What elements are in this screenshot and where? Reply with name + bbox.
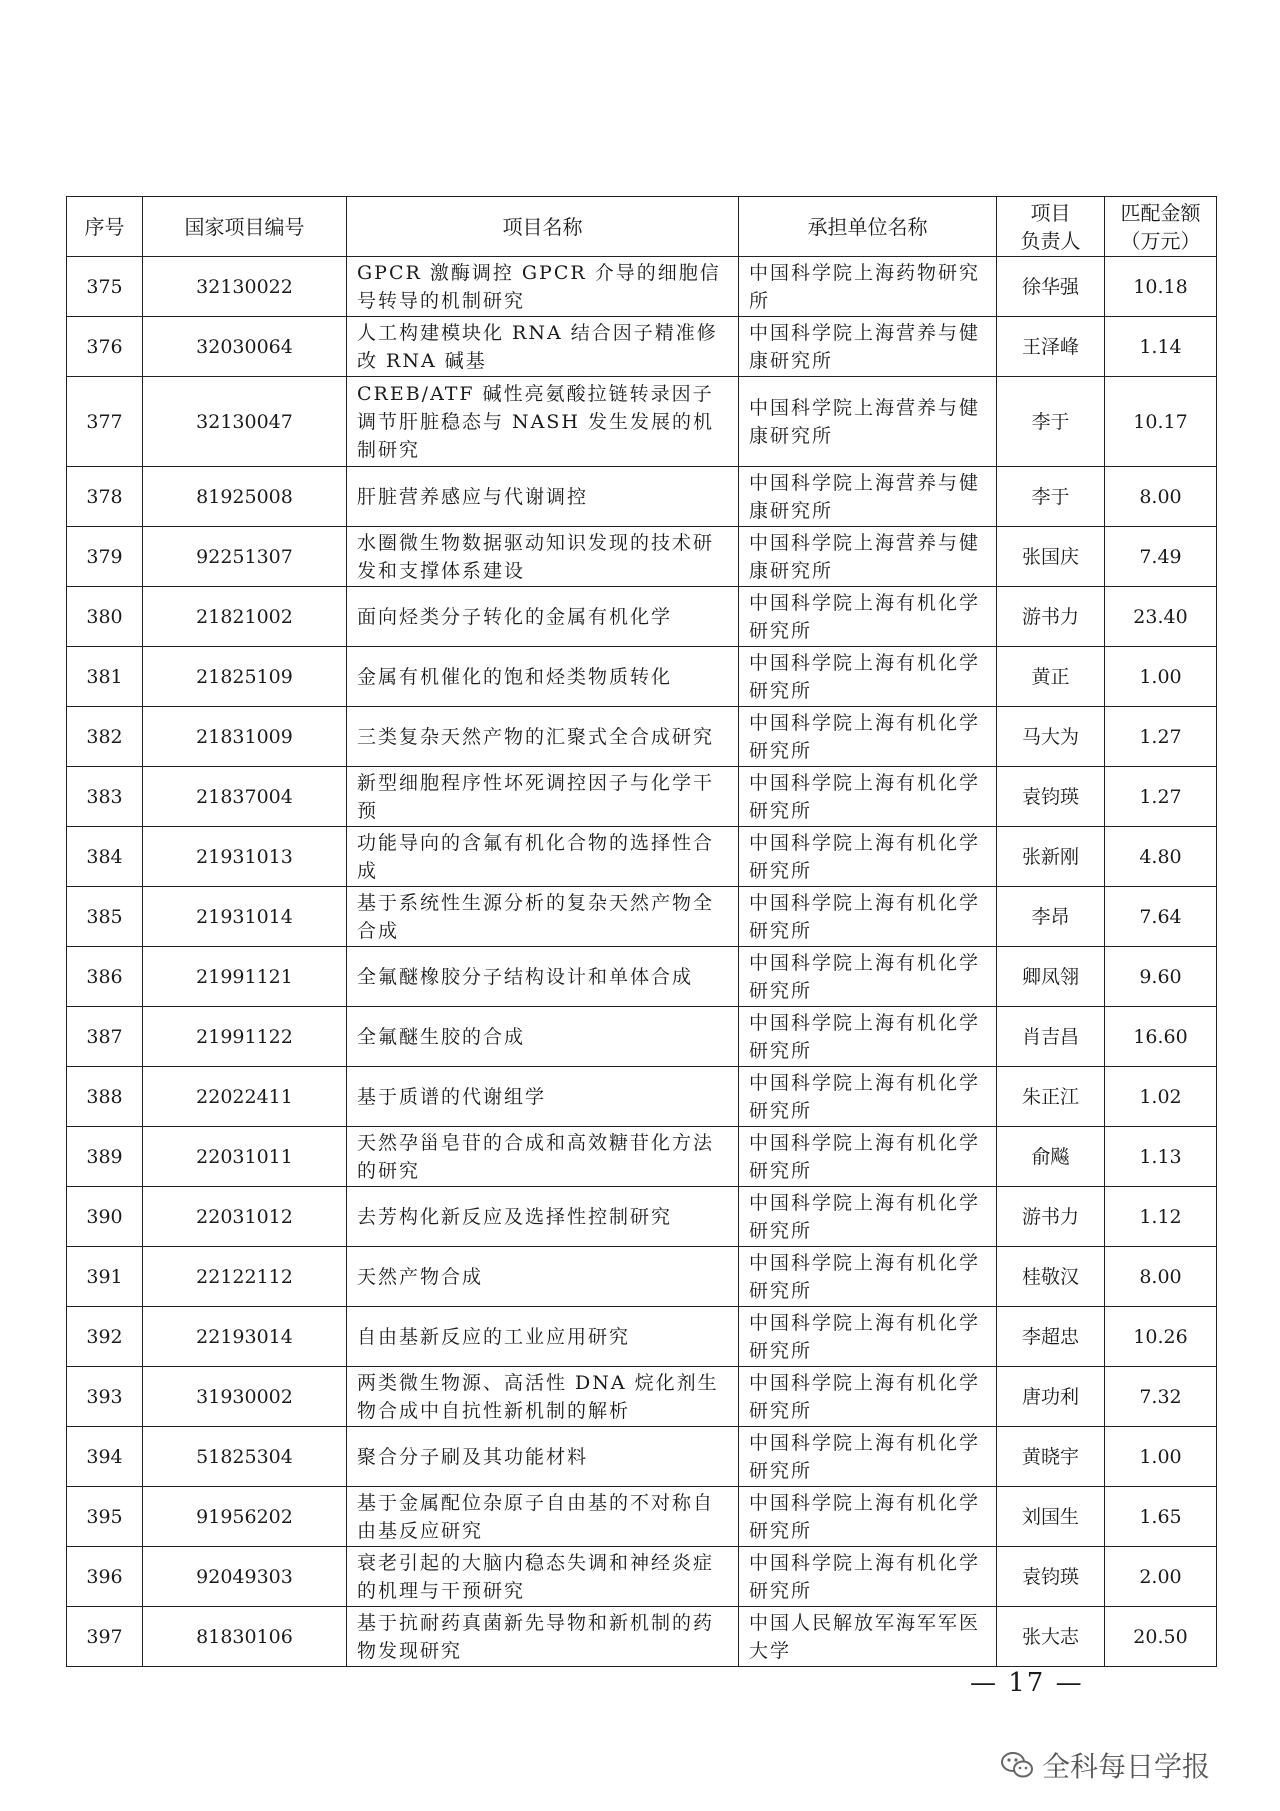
header-name: 项目名称	[347, 197, 739, 257]
cell-unit: 中国科学院上海有机化学研究所	[739, 587, 997, 647]
table-row	[67, 1607, 1217, 1667]
table-row	[67, 947, 1217, 1007]
table-row	[67, 527, 1217, 587]
cell-amount: 8.00	[1105, 1247, 1217, 1307]
cell-code: 21991122	[143, 1007, 347, 1067]
cell-amount: 1.27	[1105, 767, 1217, 827]
cell-leader: 徐华强	[997, 257, 1105, 317]
project-table	[66, 196, 1217, 1667]
cell-unit: 中国科学院上海有机化学研究所	[739, 1187, 997, 1247]
cell-seq: 376	[67, 317, 143, 377]
table-row	[67, 647, 1217, 707]
cell-code: 22031012	[143, 1187, 347, 1247]
table-row	[67, 1067, 1217, 1127]
cell-name: 面向烃类分子转化的金属有机化学	[347, 587, 739, 647]
watermark	[1000, 1745, 1210, 1785]
cell-seq: 393	[67, 1367, 143, 1427]
cell-seq: 380	[67, 587, 143, 647]
table-body	[67, 257, 1217, 1667]
cell-seq: 395	[67, 1487, 143, 1547]
cell-name: 天然产物合成	[347, 1247, 739, 1307]
cell-name: 金属有机催化的饱和烃类物质转化	[347, 647, 739, 707]
header-code: 国家项目编号	[143, 197, 347, 257]
cell-name: 基于质谱的代谢组学	[347, 1067, 739, 1127]
cell-leader: 李昂	[997, 887, 1105, 947]
cell-name: 基于抗耐药真菌新先导物和新机制的药物发现研究	[347, 1607, 739, 1667]
cell-amount: 16.60	[1105, 1007, 1217, 1067]
table-row	[67, 887, 1217, 947]
cell-amount: 2.00	[1105, 1547, 1217, 1607]
cell-seq: 397	[67, 1607, 143, 1667]
cell-unit: 中国科学院上海营养与健康研究所	[739, 467, 997, 527]
cell-code: 32030064	[143, 317, 347, 377]
cell-name: 衰老引起的大脑内稳态失调和神经炎症的机理与干预研究	[347, 1547, 739, 1607]
header-leader	[997, 197, 1105, 257]
cell-leader: 黄晓宇	[997, 1427, 1105, 1487]
cell-seq: 391	[67, 1247, 143, 1307]
cell-seq: 388	[67, 1067, 143, 1127]
cell-leader: 刘国生	[997, 1487, 1105, 1547]
cell-code: 32130047	[143, 377, 347, 467]
cell-code: 22031011	[143, 1127, 347, 1187]
cell-seq: 390	[67, 1187, 143, 1247]
cell-leader: 李于	[997, 377, 1105, 467]
cell-unit: 中国科学院上海营养与健康研究所	[739, 527, 997, 587]
table-row	[67, 707, 1217, 767]
cell-code: 92049303	[143, 1547, 347, 1607]
cell-unit: 中国科学院上海有机化学研究所	[739, 1427, 997, 1487]
cell-leader: 张大志	[997, 1607, 1105, 1667]
cell-seq: 394	[67, 1427, 143, 1487]
cell-leader: 朱正江	[997, 1067, 1105, 1127]
cell-amount: 1.14	[1105, 317, 1217, 377]
cell-code: 21991121	[143, 947, 347, 1007]
header-leader-line1: 项目	[1030, 200, 1071, 225]
cell-leader: 黄正	[997, 647, 1105, 707]
cell-unit: 中国科学院上海有机化学研究所	[739, 707, 997, 767]
page-number: — 17 —	[970, 1668, 1084, 1698]
table-row	[67, 1127, 1217, 1187]
table-row	[67, 827, 1217, 887]
cell-amount: 10.18	[1105, 257, 1217, 317]
cell-name: 功能导向的含氟有机化合物的选择性合成	[347, 827, 739, 887]
cell-unit: 中国科学院上海营养与健康研究所	[739, 317, 997, 377]
cell-name: GPCR 激酶调控 GPCR 介导的细胞信号转导的机制研究	[347, 257, 739, 317]
cell-leader: 卿凤翎	[997, 947, 1105, 1007]
table-row	[67, 587, 1217, 647]
cell-name: 三类复杂天然产物的汇聚式全合成研究	[347, 707, 739, 767]
cell-seq: 381	[67, 647, 143, 707]
cell-seq: 389	[67, 1127, 143, 1187]
cell-unit: 中国科学院上海营养与健康研究所	[739, 377, 997, 467]
cell-code: 81830106	[143, 1607, 347, 1667]
cell-leader: 肖吉昌	[997, 1007, 1105, 1067]
cell-code: 22193014	[143, 1307, 347, 1367]
cell-name: 肝脏营养感应与代谢调控	[347, 467, 739, 527]
cell-code: 21821002	[143, 587, 347, 647]
cell-name: 基于金属配位杂原子自由基的不对称自由基反应研究	[347, 1487, 739, 1547]
wechat-icon	[1000, 1750, 1034, 1780]
cell-name: 人工构建模块化 RNA 结合因子精准修改 RNA 碱基	[347, 317, 739, 377]
cell-unit: 中国科学院上海有机化学研究所	[739, 1247, 997, 1307]
cell-unit: 中国科学院上海有机化学研究所	[739, 887, 997, 947]
cell-name: 两类微生物源、高活性 DNA 烷化剂生物合成中自抗性新机制的解析	[347, 1367, 739, 1427]
cell-code: 22122112	[143, 1247, 347, 1307]
cell-leader: 张新刚	[997, 827, 1105, 887]
cell-seq: 383	[67, 767, 143, 827]
cell-leader: 王泽峰	[997, 317, 1105, 377]
cell-unit: 中国科学院上海药物研究所	[739, 257, 997, 317]
table-row	[67, 767, 1217, 827]
cell-code: 21831009	[143, 707, 347, 767]
cell-unit: 中国科学院上海有机化学研究所	[739, 1067, 997, 1127]
header-unit: 承担单位名称	[739, 197, 997, 257]
cell-amount: 1.00	[1105, 1427, 1217, 1487]
cell-seq: 375	[67, 257, 143, 317]
header-leader-line2: 负责人	[1020, 228, 1081, 253]
header-seq: 序号	[67, 197, 143, 257]
table-row	[67, 1547, 1217, 1607]
cell-seq: 396	[67, 1547, 143, 1607]
cell-amount: 1.13	[1105, 1127, 1217, 1187]
cell-unit: 中国科学院上海有机化学研究所	[739, 1127, 997, 1187]
cell-name: CREB/ATF 碱性亮氨酸拉链转录因子调节肝脏稳态与 NASH 发生发展的机制研究	[347, 377, 739, 467]
table-row	[67, 317, 1217, 377]
table-row	[67, 1247, 1217, 1307]
cell-amount: 7.49	[1105, 527, 1217, 587]
cell-name: 全氟醚生胶的合成	[347, 1007, 739, 1067]
cell-code: 91956202	[143, 1487, 347, 1547]
cell-amount: 4.80	[1105, 827, 1217, 887]
table-row	[67, 257, 1217, 317]
cell-code: 31930002	[143, 1367, 347, 1427]
cell-amount: 1.00	[1105, 647, 1217, 707]
cell-seq: 385	[67, 887, 143, 947]
cell-leader: 游书力	[997, 1187, 1105, 1247]
header-amount-line1: 匹配金额	[1120, 200, 1201, 225]
cell-unit: 中国科学院上海有机化学研究所	[739, 1307, 997, 1367]
cell-amount: 7.64	[1105, 887, 1217, 947]
cell-unit: 中国科学院上海有机化学研究所	[739, 1007, 997, 1067]
cell-seq: 392	[67, 1307, 143, 1367]
cell-leader: 马大为	[997, 707, 1105, 767]
cell-amount: 23.40	[1105, 587, 1217, 647]
cell-code: 22022411	[143, 1067, 347, 1127]
cell-seq: 386	[67, 947, 143, 1007]
cell-amount: 1.12	[1105, 1187, 1217, 1247]
cell-code: 51825304	[143, 1427, 347, 1487]
cell-seq: 378	[67, 467, 143, 527]
cell-name: 新型细胞程序性坏死调控因子与化学干预	[347, 767, 739, 827]
cell-amount: 1.02	[1105, 1067, 1217, 1127]
cell-seq: 384	[67, 827, 143, 887]
cell-code: 21837004	[143, 767, 347, 827]
cell-leader: 张国庆	[997, 527, 1105, 587]
cell-name: 基于系统性生源分析的复杂天然产物全合成	[347, 887, 739, 947]
table-row	[67, 1007, 1217, 1067]
cell-name: 聚合分子刷及其功能材料	[347, 1427, 739, 1487]
cell-name: 水圈微生物数据驱动知识发现的技术研发和支撑体系建设	[347, 527, 739, 587]
cell-leader: 李于	[997, 467, 1105, 527]
cell-amount: 10.17	[1105, 377, 1217, 467]
cell-leader: 俞飚	[997, 1127, 1105, 1187]
cell-unit: 中国科学院上海有机化学研究所	[739, 1547, 997, 1607]
cell-code: 21931014	[143, 887, 347, 947]
table-row	[67, 467, 1217, 527]
cell-amount: 1.27	[1105, 707, 1217, 767]
cell-leader: 游书力	[997, 587, 1105, 647]
cell-seq: 379	[67, 527, 143, 587]
header-amount	[1105, 197, 1217, 257]
cell-unit: 中国科学院上海有机化学研究所	[739, 767, 997, 827]
cell-unit: 中国人民解放军海军军医大学	[739, 1607, 997, 1667]
table-row	[67, 1307, 1217, 1367]
cell-unit: 中国科学院上海有机化学研究所	[739, 827, 997, 887]
table-row	[67, 377, 1217, 467]
table-row	[67, 1367, 1217, 1427]
cell-name: 自由基新反应的工业应用研究	[347, 1307, 739, 1367]
table-row	[67, 1187, 1217, 1247]
cell-name: 全氟醚橡胶分子结构设计和单体合成	[347, 947, 739, 1007]
header-amount-line2: （万元）	[1120, 228, 1201, 253]
cell-seq: 382	[67, 707, 143, 767]
cell-unit: 中国科学院上海有机化学研究所	[739, 1367, 997, 1427]
cell-name: 天然孕甾皂苷的合成和高效糖苷化方法的研究	[347, 1127, 739, 1187]
cell-amount: 7.32	[1105, 1367, 1217, 1427]
watermark-text: 全科每日学报	[1042, 1750, 1211, 1783]
cell-name: 去芳构化新反应及选择性控制研究	[347, 1187, 739, 1247]
cell-code: 32130022	[143, 257, 347, 317]
cell-leader: 袁钧瑛	[997, 767, 1105, 827]
table-row	[67, 1487, 1217, 1547]
cell-amount: 9.60	[1105, 947, 1217, 1007]
cell-code: 21931013	[143, 827, 347, 887]
cell-seq: 377	[67, 377, 143, 467]
cell-leader: 唐功利	[997, 1367, 1105, 1427]
cell-unit: 中国科学院上海有机化学研究所	[739, 947, 997, 1007]
cell-amount: 20.50	[1105, 1607, 1217, 1667]
cell-seq: 387	[67, 1007, 143, 1067]
cell-code: 21825109	[143, 647, 347, 707]
cell-code: 81925008	[143, 467, 347, 527]
cell-leader: 李超忠	[997, 1307, 1105, 1367]
cell-unit: 中国科学院上海有机化学研究所	[739, 647, 997, 707]
cell-amount: 1.65	[1105, 1487, 1217, 1547]
cell-leader: 袁钧瑛	[997, 1547, 1105, 1607]
cell-amount: 8.00	[1105, 467, 1217, 527]
cell-amount: 10.26	[1105, 1307, 1217, 1367]
cell-code: 92251307	[143, 527, 347, 587]
cell-leader: 桂敬汉	[997, 1247, 1105, 1307]
table-row	[67, 1427, 1217, 1487]
cell-unit: 中国科学院上海有机化学研究所	[739, 1487, 997, 1547]
table-header-row	[67, 197, 1217, 257]
